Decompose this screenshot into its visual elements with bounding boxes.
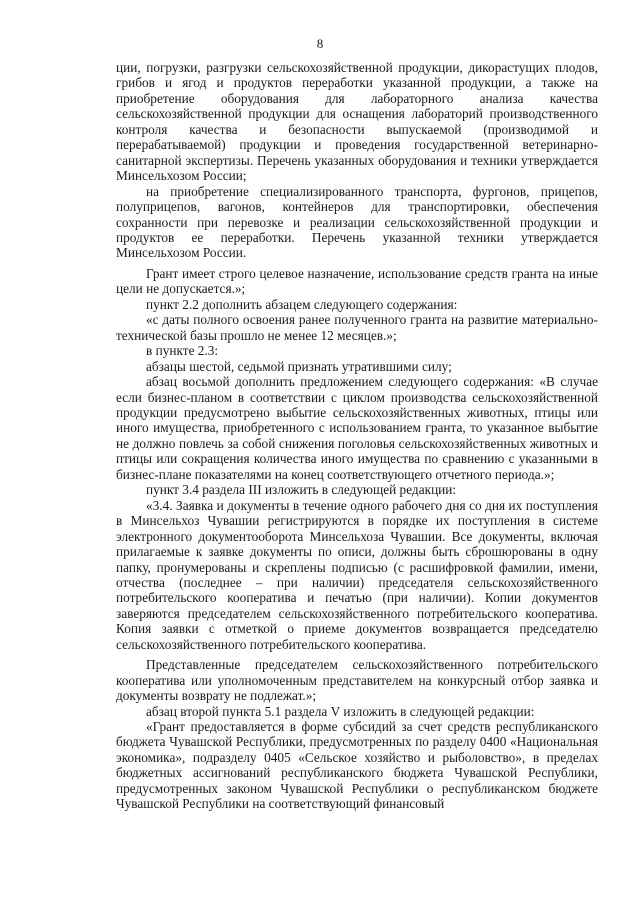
paragraph-grant-purpose: Грант имеет строго целевое назначение, использование средств гранта на иные цели не допускается.»; <box>116 265 598 297</box>
page-number: 8 <box>316 36 324 51</box>
paragraph-clause-5-1: абзац второй пункта 5.1 раздела V изложить в следующей редакции: <box>146 703 535 719</box>
paragraph-transport: на приобретение специализированного транспорта, фургонов, прицепов, полуприцепов, вагонов, контейнеров для транспортировки, обеспечения сохранности при перевозке и реализации сельскохозяйственной продукции и продуктов ее переработки. Перечень указанной техники утверждается Минсельхозом России. <box>116 183 598 261</box>
paragraph-grant-form: «Грант предоставляется в форме субсидий за счет средств республиканского бюджета Чувашской Республики, предусмотренных по разделу 0400 «Национальная экономика», подразделу 0405 «Сельское хозяйство и рыболовство», в пределах бюджетных ассигнований республиканского бюджета Чувашской Республики, предусмотренных законом Чувашской Республики о республиканском бюджете Чувашской Республики на соответствующий финансовый <box>116 719 598 812</box>
paragraph-no-return: Представленные председателем сельскохозяйственного потребительского кооператива или уполномоченным представителем на конкурсный отбор заявка и документы возврату не подлежат.»; <box>116 657 598 704</box>
paragraph-equipment-list: ции, погрузки, разгрузки сельскохозяйственной продукции, дикорастущих плодов, грибов и ягод и продуктов переработки указанной продукции, а также на приобретение оборудования для лабораторного анализа качества сельскохозяйственной продукции для оснащения лабораторий производственного контроля качества и безопасности выпускаемой (производимой и перерабатываемой) продукции и проведения государственной ветеринарно-санитарной экспертизы. Перечень указанных оборудования и техники утверждается Минсельхозом России; <box>116 60 598 184</box>
paragraph-repealed: абзацы шестой, седьмой признать утратившими силу; <box>146 358 452 374</box>
paragraph-eighth-addition: абзац восьмой дополнить предложением следующего содержания: «В случае если бизнес-планом в соответствии с циклом производства сельскохозяйственной продукции предусмотрено выбытие сельскохозяйственных животных, птицы или иного имущества, приобретенного с использованием гранта, то указанное выбытие не должно повлечь за собой снижения поголовья сельскохозяйственных животных и птицы или сокращения количества иного имущества по сравнению с указанными в бизнес-плане показателями на конец соответствующего отчетного периода.»; <box>116 374 598 482</box>
paragraph-clause-2-2-text: «с даты полного освоения ранее полученного гранта на развитие материально-технической базы прошло не менее 12 месяцев.»; <box>116 312 598 343</box>
paragraph-clause-2-2: пункт 2.2 дополнить абзацем следующего содержания: <box>146 296 458 312</box>
paragraph-clause-2-3: в пункте 2.3: <box>146 343 219 359</box>
document-body <box>116 60 598 812</box>
paragraph-clause-3-4-text: «3.4. Заявка и документы в течение одного рабочего дня со дня их поступления в Минсельхоз Чувашии регистрируются в порядке их поступления в системе электронного документооборота Минсельхоза Чувашии. Все документы, включая прилагаемые к заявке документы по описи, должны быть сброшюрованы в одну папку, пронумерованы и скреплены подписью (с расшифровкой фамилии, имени, отчества (последнее – при наличии) председателя сельскохозяйственного потребительского кооператива и печатью (при наличии). Копии документов заверяются председателем сельскохозяйственного потребительского кооператива. Копия заявки с отметкой о приеме документов возвращается председателю сельскохозяйственного потребительского кооператива. <box>116 497 598 652</box>
paragraph-clause-3-4: пункт 3.4 раздела III изложить в следующей редакции: <box>146 482 457 498</box>
